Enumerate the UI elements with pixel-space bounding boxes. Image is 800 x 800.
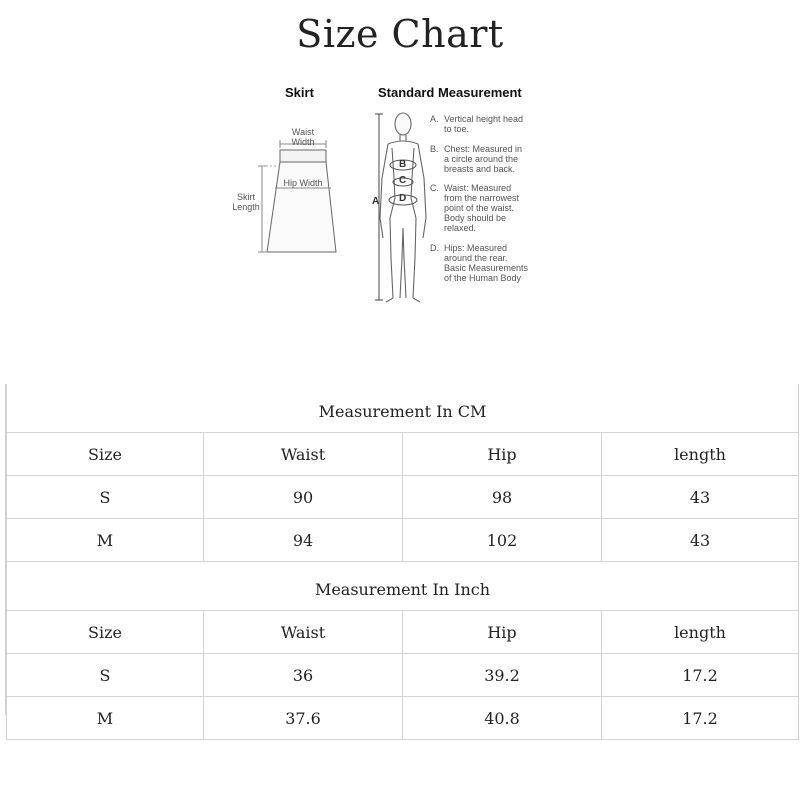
note-a-line: to toe. (444, 124, 470, 134)
page-title: Size Chart (296, 12, 504, 56)
note-c-line: relaxed. (444, 223, 477, 233)
standard-measurement-heading: Standard Measurement (378, 85, 522, 100)
note-b-text (444, 144, 522, 174)
table-cell: S (7, 476, 204, 519)
table-cell: 102 (403, 519, 602, 562)
note-d (430, 243, 550, 283)
size-table-grid (6, 384, 799, 740)
cm-header-row (7, 433, 799, 476)
note-b (430, 144, 550, 174)
inch-header-row (7, 611, 799, 654)
table-row (7, 519, 799, 562)
note-c-letter: C. (430, 183, 439, 193)
skirt-length-label (230, 192, 262, 212)
note-b-line: breasts and back. (444, 163, 516, 174)
note-d-line: around the rear. (444, 252, 508, 263)
header-size: Size (7, 611, 204, 654)
note-d-line: Basic Measurements (444, 262, 529, 273)
header-length: length (602, 433, 799, 476)
waist-width-label-line2: Width (291, 137, 315, 147)
note-c-text (444, 183, 519, 233)
note-a (430, 114, 550, 134)
waist-width-label (288, 127, 318, 147)
note-d-letter: D. (430, 242, 439, 253)
hip-width-label: Hip Width (283, 178, 323, 188)
skirt-length-label-line2: Length (232, 202, 260, 212)
header-hip: Hip (403, 611, 602, 654)
cm-caption-row (7, 384, 799, 433)
note-b-line: Chest: Measured in (444, 143, 523, 154)
measurement-notes (430, 114, 550, 292)
body-letter-b: B (399, 159, 407, 170)
body-letter-c: C (399, 175, 407, 186)
body-letter-a: A (372, 196, 380, 207)
body-letter-d: D (399, 193, 407, 204)
note-c-line: point of the waist. (444, 203, 515, 213)
note-a-line: Vertical height head (444, 114, 524, 124)
waist-width-label-line1: Waist (291, 127, 315, 137)
note-d-text (444, 243, 528, 283)
header-size: Size (7, 433, 204, 476)
inch-table-caption: Measurement In Inch (7, 562, 799, 611)
skirt-illustration (258, 140, 336, 252)
table-cell: M (7, 697, 204, 740)
note-c-line: Body should be (444, 213, 507, 223)
table-cell: 37.6 (204, 697, 403, 740)
note-b-line: a circle around the (444, 153, 519, 164)
note-a-text (444, 114, 523, 134)
table-cell: M (7, 519, 204, 562)
table-cell: 17.2 (602, 654, 799, 697)
body-illustration (375, 113, 426, 302)
note-d-line: Hips: Measured (444, 242, 508, 253)
note-a-letter: A. (430, 114, 439, 124)
note-b-letter: B. (430, 143, 439, 154)
table-cell: 90 (204, 476, 403, 519)
table-row (7, 476, 799, 519)
header-length: length (602, 611, 799, 654)
header-hip: Hip (403, 433, 602, 476)
table-row (7, 654, 799, 697)
table-cell: S (7, 654, 204, 697)
cm-table-caption: Measurement In CM (7, 384, 799, 433)
table-cell: 43 (602, 476, 799, 519)
size-table (5, 384, 799, 728)
note-c-line: from the narrowest (444, 193, 520, 203)
skirt-heading: Skirt (285, 85, 314, 100)
skirt-length-label-line1: Skirt (237, 192, 255, 202)
note-c-line: Waist: Measured (444, 183, 512, 193)
inch-caption-row (7, 562, 799, 611)
note-d-line: of the Human Body (444, 272, 522, 283)
table-cell: 98 (403, 476, 602, 519)
table-cell: 43 (602, 519, 799, 562)
table-cell: 40.8 (403, 697, 602, 740)
table-cell: 39.2 (403, 654, 602, 697)
table-cell: 36 (204, 654, 403, 697)
note-c (430, 183, 550, 233)
header-waist: Waist (204, 611, 403, 654)
measurement-diagram (0, 78, 800, 318)
table-cell: 94 (204, 519, 403, 562)
table-row (7, 697, 799, 740)
table-cell: 17.2 (602, 697, 799, 740)
header-waist: Waist (204, 433, 403, 476)
